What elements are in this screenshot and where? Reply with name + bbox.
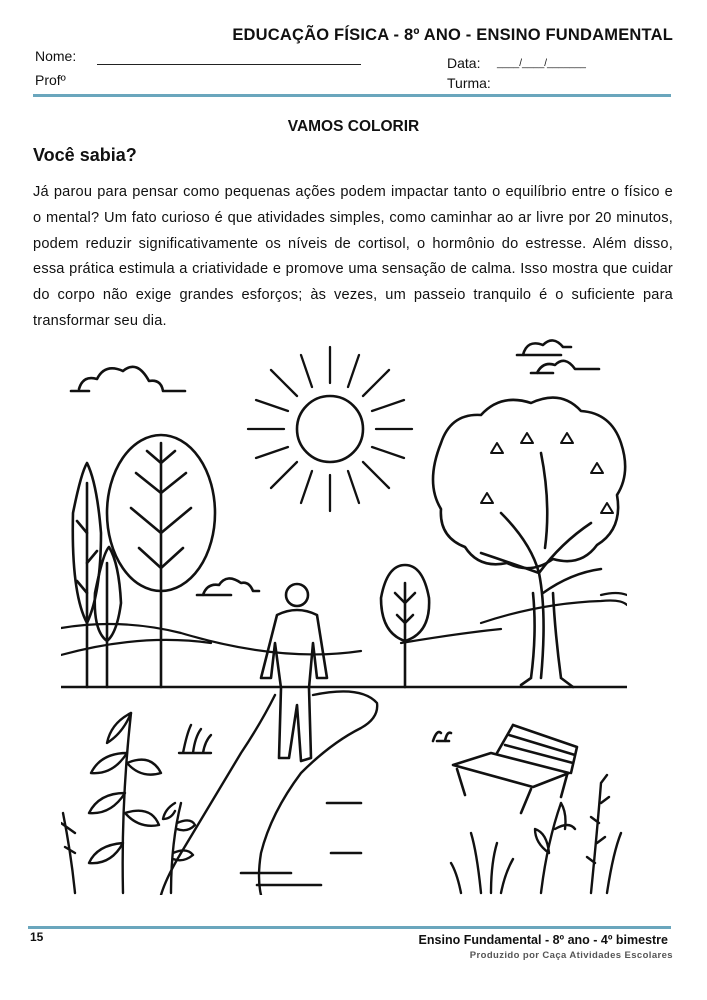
page-title: EDUCAÇÃO FÍSICA - 8º ANO - ENSINO FUNDAMENTAL <box>232 26 673 44</box>
footer-divider <box>28 926 671 929</box>
content-heading: Você sabia? <box>33 145 137 165</box>
name-field[interactable] <box>97 64 361 65</box>
date-field[interactable]: ____/____/_______ <box>497 58 586 69</box>
class-label: Turma: <box>447 75 491 91</box>
date-label: Data: <box>447 55 481 71</box>
header-divider <box>33 94 671 97</box>
page-number: 15 <box>30 930 44 944</box>
section-title: VAMOS COLORIR <box>287 118 420 135</box>
teacher-label: Profº <box>35 72 66 88</box>
footer-credit: Produzido por Caça Atividades Escolares <box>469 950 673 961</box>
coloring-illustration <box>61 333 627 895</box>
name-label: Nome: <box>35 48 77 64</box>
footer-text: Ensino Fundamental - 8º ano - 4º bimestre <box>418 933 668 947</box>
content-paragraph: Já parou para pensar como pequenas ações podem impactar tanto o equilíbrio entre o físico e o mental? Um fato curioso é que atividades simples, como caminhar ao ar livre por 20 minutos, podem reduzir significativamente os níveis de cortisol, o hormônio do estresse. Além disso, essa prática estimula a criatividade e promove uma sensação de calma. Isso mostra que cuidar do corpo não exige grandes esforços; às vezes, um passeio tranquilo é o suficiente para transformar seu dia. <box>33 184 673 329</box>
